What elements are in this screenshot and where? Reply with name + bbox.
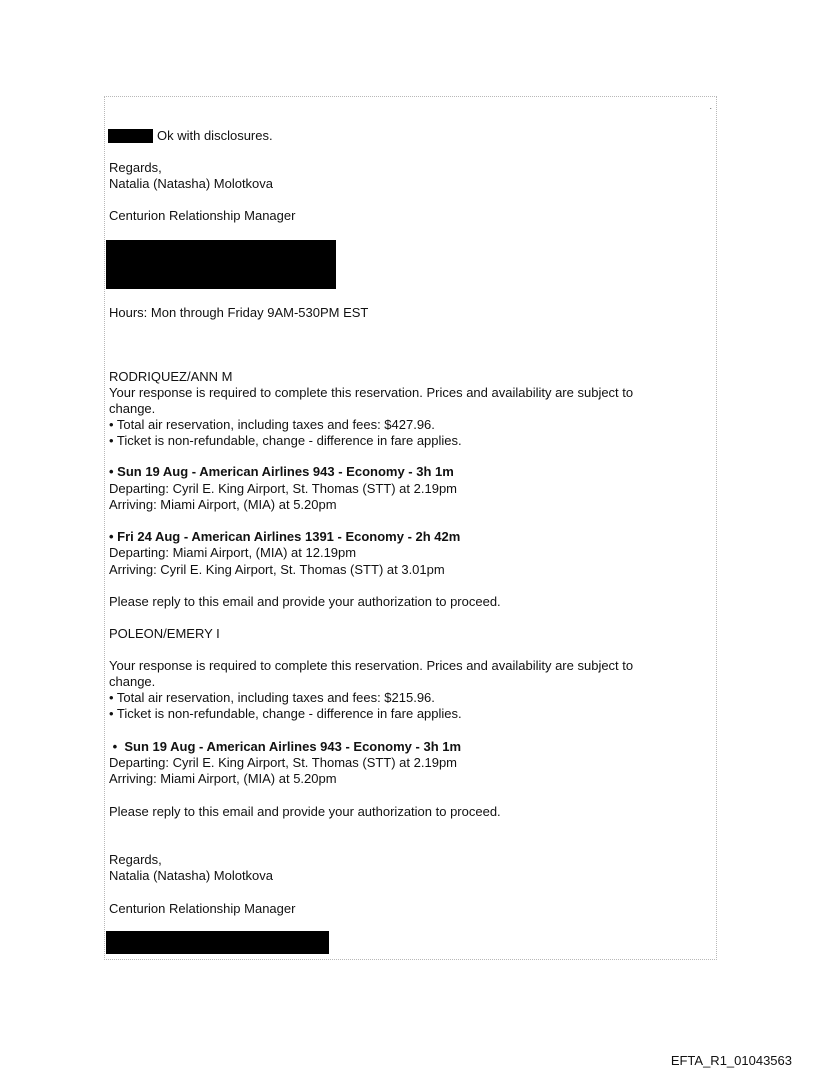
intro-text: Ok with disclosures. <box>157 128 273 143</box>
redaction-block <box>108 129 153 143</box>
flight-arriving: Arriving: Cyril E. King Airport, St. Thomas (STT) at 3.01pm <box>109 562 445 577</box>
flight-departing: Departing: Cyril E. King Airport, St. Thomas (STT) at 2.19pm <box>109 481 457 496</box>
hours-text: Hours: Mon through Friday 9AM-530PM EST <box>109 305 369 320</box>
reservation-notice: Your response is required to complete this reservation. Prices and availability are subject to <box>109 385 634 400</box>
flight-arriving: Arriving: Miami Airport, (MIA) at 5.20pm <box>109 497 337 512</box>
bullet-ticket: • Ticket is non-refundable, change - difference in fare applies. <box>109 433 462 448</box>
reply-request: Please reply to this email and provide your authorization to proceed. <box>109 804 501 819</box>
redaction-block <box>106 931 329 954</box>
reservation-notice-cont: change. <box>109 674 156 689</box>
passenger-name: RODRIQUEZ/ANN M <box>109 369 233 384</box>
signature-title: Centurion Relationship Manager <box>109 208 296 223</box>
signature-name: Natalia (Natasha) Molotkova <box>109 176 274 191</box>
document-id: EFTA_R1_01043563 <box>670 1053 792 1068</box>
signature-name: Natalia (Natasha) Molotkova <box>109 868 274 883</box>
bullet-total: • Total air reservation, including taxes and fees: $215.96. <box>109 690 435 705</box>
reservation-notice: Your response is required to complete this reservation. Prices and availability are subject to <box>109 658 634 673</box>
flight-arriving: Arriving: Miami Airport, (MIA) at 5.20pm <box>109 771 337 786</box>
bullet-ticket: • Ticket is non-refundable, change - difference in fare applies. <box>109 706 462 721</box>
flight-departing: Departing: Miami Airport, (MIA) at 12.19pm <box>109 545 357 560</box>
reply-request: Please reply to this email and provide your authorization to proceed. <box>109 594 501 609</box>
frame-corner-mark: . <box>709 101 712 111</box>
signature-regards: Regards, <box>109 160 162 175</box>
flight-heading: • Sun 19 Aug - American Airlines 943 - Economy - 3h 1m <box>109 464 454 479</box>
flight-heading: • Sun 19 Aug - American Airlines 943 - Economy - 3h 1m <box>109 739 462 754</box>
reservation-notice-cont: change. <box>109 401 156 416</box>
bullet-total: • Total air reservation, including taxes and fees: $427.96. <box>109 417 435 432</box>
signature-title: Centurion Relationship Manager <box>109 901 296 916</box>
email-frame <box>104 96 717 960</box>
passenger-name: POLEON/EMERY I <box>109 626 220 641</box>
flight-heading: • Fri 24 Aug - American Airlines 1391 - Economy - 2h 42m <box>109 529 461 544</box>
signature-regards: Regards, <box>109 852 162 867</box>
flight-departing: Departing: Cyril E. King Airport, St. Thomas (STT) at 2.19pm <box>109 755 457 770</box>
redaction-block <box>106 240 336 289</box>
